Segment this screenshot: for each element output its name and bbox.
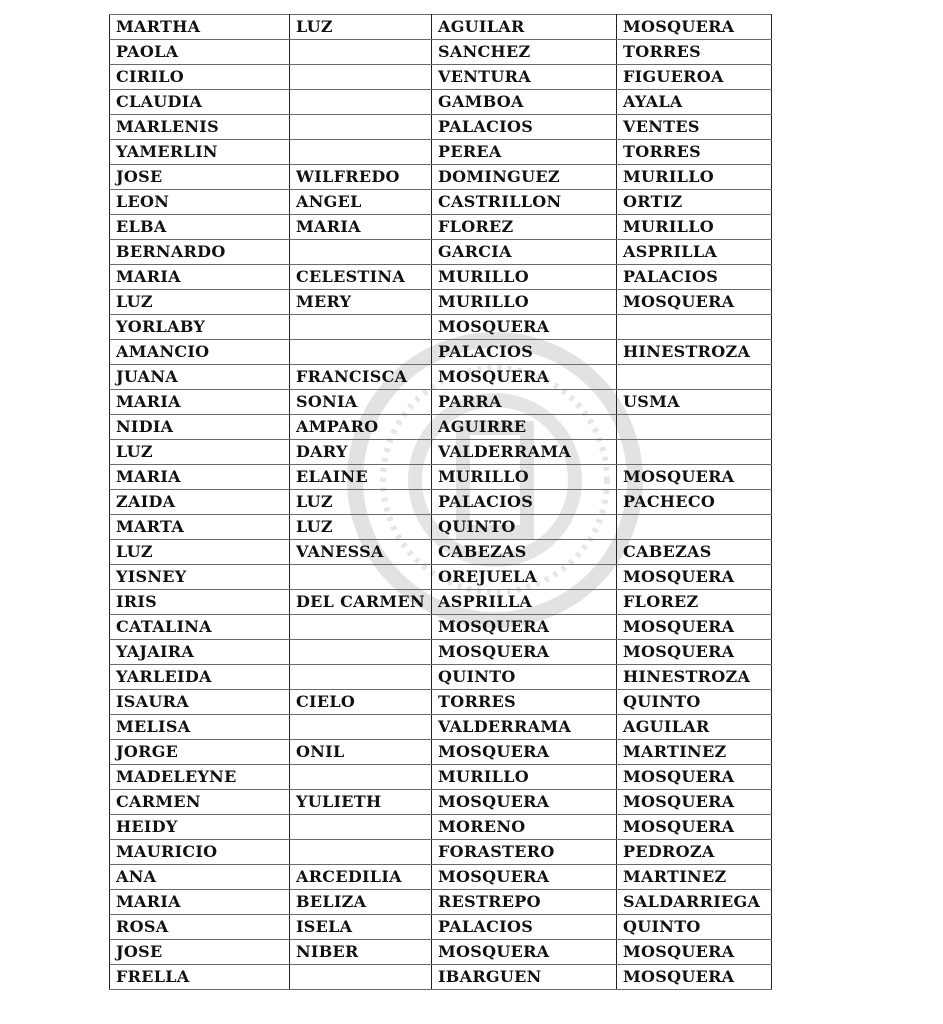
first-surname-cell: PALACIOS [432,340,617,365]
table-row [110,965,772,990]
second-surname-cell: USMA [617,390,772,415]
first-name-cell: MELISA [110,715,290,740]
table-row [110,515,772,540]
table-row [110,740,772,765]
first-surname-cell: MURILLO [432,465,617,490]
first-surname-cell: PALACIOS [432,115,617,140]
middle-name-cell [290,90,432,115]
second-surname-cell: MOSQUERA [617,565,772,590]
second-surname-cell: MOSQUERA [617,615,772,640]
first-surname-cell: GAMBOA [432,90,617,115]
first-surname-cell: QUINTO [432,665,617,690]
first-name-cell: ZAIDA [110,490,290,515]
first-surname-cell: FLOREZ [432,215,617,240]
middle-name-cell [290,140,432,165]
first-name-cell: LUZ [110,290,290,315]
table-row [110,490,772,515]
first-surname-cell: AGUIRRE [432,415,617,440]
first-surname-cell: PARRA [432,390,617,415]
middle-name-cell: LUZ [290,490,432,515]
middle-name-cell: CELESTINA [290,265,432,290]
middle-name-cell: ONIL [290,740,432,765]
table-row [110,690,772,715]
middle-name-cell [290,615,432,640]
first-surname-cell: MURILLO [432,265,617,290]
table-row [110,865,772,890]
first-surname-cell: FORASTERO [432,840,617,865]
middle-name-cell: CIELO [290,690,432,715]
table-row [110,165,772,190]
first-name-cell: HEIDY [110,815,290,840]
first-surname-cell: CABEZAS [432,540,617,565]
second-surname-cell: ASPRILLA [617,240,772,265]
table-row [110,390,772,415]
first-name-cell: AMANCIO [110,340,290,365]
table-row [110,415,772,440]
middle-name-cell [290,340,432,365]
second-surname-cell: PALACIOS [617,265,772,290]
first-name-cell: FRELLA [110,965,290,990]
first-surname-cell: OREJUELA [432,565,617,590]
table-row [110,940,772,965]
table-row [110,115,772,140]
first-surname-cell: RESTREPO [432,890,617,915]
first-name-cell: LUZ [110,440,290,465]
first-surname-cell: MOSQUERA [432,640,617,665]
first-surname-cell: MOSQUERA [432,315,617,340]
middle-name-cell: ISELA [290,915,432,940]
table-row [110,215,772,240]
table-row [110,365,772,390]
second-surname-cell [617,415,772,440]
second-surname-cell: FLOREZ [617,590,772,615]
table-row [110,790,772,815]
second-surname-cell: MOSQUERA [617,965,772,990]
second-surname-cell: QUINTO [617,690,772,715]
second-surname-cell: MARTINEZ [617,740,772,765]
middle-name-cell: MERY [290,290,432,315]
first-name-cell: MARIA [110,390,290,415]
second-surname-cell: HINESTROZA [617,665,772,690]
first-name-cell: ISAURA [110,690,290,715]
table-row [110,890,772,915]
first-name-cell: MARIA [110,890,290,915]
middle-name-cell: LUZ [290,15,432,40]
middle-name-cell: LUZ [290,515,432,540]
second-surname-cell: MOSQUERA [617,815,772,840]
second-surname-cell: SALDARRIEGA [617,890,772,915]
middle-name-cell [290,765,432,790]
first-surname-cell: ASPRILLA [432,590,617,615]
middle-name-cell [290,840,432,865]
second-surname-cell: MOSQUERA [617,290,772,315]
table-row [110,90,772,115]
first-surname-cell: TORRES [432,690,617,715]
first-surname-cell: MURILLO [432,290,617,315]
table-row [110,340,772,365]
first-name-cell: CARMEN [110,790,290,815]
second-surname-cell: MOSQUERA [617,15,772,40]
first-name-cell: ROSA [110,915,290,940]
middle-name-cell: ELAINE [290,465,432,490]
middle-name-cell [290,640,432,665]
first-name-cell: MARTHA [110,15,290,40]
middle-name-cell: FRANCISCA [290,365,432,390]
table-row [110,590,772,615]
middle-name-cell [290,815,432,840]
first-surname-cell: GARCIA [432,240,617,265]
first-surname-cell: PEREA [432,140,617,165]
middle-name-cell: WILFREDO [290,165,432,190]
first-surname-cell: VALDERRAMA [432,715,617,740]
first-name-cell: MARTA [110,515,290,540]
middle-name-cell: BELIZA [290,890,432,915]
middle-name-cell: MARIA [290,215,432,240]
second-surname-cell: QUINTO [617,915,772,940]
middle-name-cell: YULIETH [290,790,432,815]
first-surname-cell: MOSQUERA [432,365,617,390]
first-surname-cell: VENTURA [432,65,617,90]
second-surname-cell: VENTES [617,115,772,140]
table-row [110,765,772,790]
first-surname-cell: IBARGUEN [432,965,617,990]
first-name-cell: JOSE [110,165,290,190]
middle-name-cell [290,665,432,690]
table-row [110,190,772,215]
first-surname-cell: AGUILAR [432,15,617,40]
first-name-cell: PAOLA [110,40,290,65]
second-surname-cell: PEDROZA [617,840,772,865]
middle-name-cell: SONIA [290,390,432,415]
first-name-cell: JORGE [110,740,290,765]
table-row [110,540,772,565]
middle-name-cell [290,40,432,65]
first-surname-cell: MOSQUERA [432,865,617,890]
first-surname-cell: PALACIOS [432,915,617,940]
first-surname-cell: MOSQUERA [432,615,617,640]
second-surname-cell: MARTINEZ [617,865,772,890]
table-row [110,815,772,840]
first-name-cell: YARLEIDA [110,665,290,690]
first-name-cell: NIDIA [110,415,290,440]
table-row [110,65,772,90]
middle-name-cell [290,715,432,740]
first-surname-cell: MOSQUERA [432,940,617,965]
second-surname-cell: TORRES [617,40,772,65]
second-surname-cell [617,315,772,340]
second-surname-cell: MURILLO [617,215,772,240]
table-row [110,715,772,740]
first-name-cell: IRIS [110,590,290,615]
table-row [110,290,772,315]
first-name-cell: MARLENIS [110,115,290,140]
first-name-cell: MARIA [110,465,290,490]
middle-name-cell: ARCEDILIA [290,865,432,890]
first-surname-cell: SANCHEZ [432,40,617,65]
middle-name-cell: ANGEL [290,190,432,215]
middle-name-cell: NIBER [290,940,432,965]
middle-name-cell [290,240,432,265]
middle-name-cell [290,65,432,90]
first-name-cell: YISNEY [110,565,290,590]
first-surname-cell: QUINTO [432,515,617,540]
middle-name-cell: VANESSA [290,540,432,565]
first-surname-cell: MURILLO [432,765,617,790]
middle-name-cell [290,565,432,590]
first-name-cell: CATALINA [110,615,290,640]
second-surname-cell [617,515,772,540]
first-name-cell: ANA [110,865,290,890]
table-row [110,265,772,290]
names-table [109,14,772,990]
second-surname-cell: MOSQUERA [617,465,772,490]
second-surname-cell: AGUILAR [617,715,772,740]
first-name-cell: YORLABY [110,315,290,340]
second-surname-cell: MOSQUERA [617,765,772,790]
middle-name-cell [290,965,432,990]
middle-name-cell: DEL CARMEN [290,590,432,615]
first-surname-cell: MOSQUERA [432,790,617,815]
first-name-cell: ELBA [110,215,290,240]
first-name-cell: CLAUDIA [110,90,290,115]
first-name-cell: MARIA [110,265,290,290]
middle-name-cell: AMPARO [290,415,432,440]
table-row [110,615,772,640]
table-row [110,465,772,490]
table-row [110,440,772,465]
first-name-cell: MAURICIO [110,840,290,865]
first-name-cell: LEON [110,190,290,215]
second-surname-cell: CABEZAS [617,540,772,565]
second-surname-cell: HINESTROZA [617,340,772,365]
first-name-cell: MADELEYNE [110,765,290,790]
second-surname-cell: ORTIZ [617,190,772,215]
table-row [110,640,772,665]
first-name-cell: JUANA [110,365,290,390]
middle-name-cell: DARY [290,440,432,465]
second-surname-cell: PACHECO [617,490,772,515]
table-row [110,40,772,65]
first-surname-cell: VALDERRAMA [432,440,617,465]
second-surname-cell: MURILLO [617,165,772,190]
first-name-cell: YAMERLIN [110,140,290,165]
second-surname-cell: MOSQUERA [617,640,772,665]
first-surname-cell: CASTRILLON [432,190,617,215]
first-name-cell: BERNARDO [110,240,290,265]
first-surname-cell: DOMINGUEZ [432,165,617,190]
table-row [110,665,772,690]
middle-name-cell [290,115,432,140]
first-name-cell: JOSE [110,940,290,965]
first-surname-cell: MORENO [432,815,617,840]
second-surname-cell [617,440,772,465]
first-name-cell: LUZ [110,540,290,565]
second-surname-cell: TORRES [617,140,772,165]
table-row [110,140,772,165]
first-surname-cell: PALACIOS [432,490,617,515]
table-row [110,840,772,865]
second-surname-cell: FIGUEROA [617,65,772,90]
table-row [110,315,772,340]
first-surname-cell: MOSQUERA [432,740,617,765]
table-row [110,240,772,265]
second-surname-cell [617,365,772,390]
first-name-cell: YAJAIRA [110,640,290,665]
names-table-body [110,15,772,990]
second-surname-cell: AYALA [617,90,772,115]
first-name-cell: CIRILO [110,65,290,90]
middle-name-cell [290,315,432,340]
table-row [110,565,772,590]
second-surname-cell: MOSQUERA [617,940,772,965]
second-surname-cell: MOSQUERA [617,790,772,815]
table-row [110,915,772,940]
table-row [110,15,772,40]
